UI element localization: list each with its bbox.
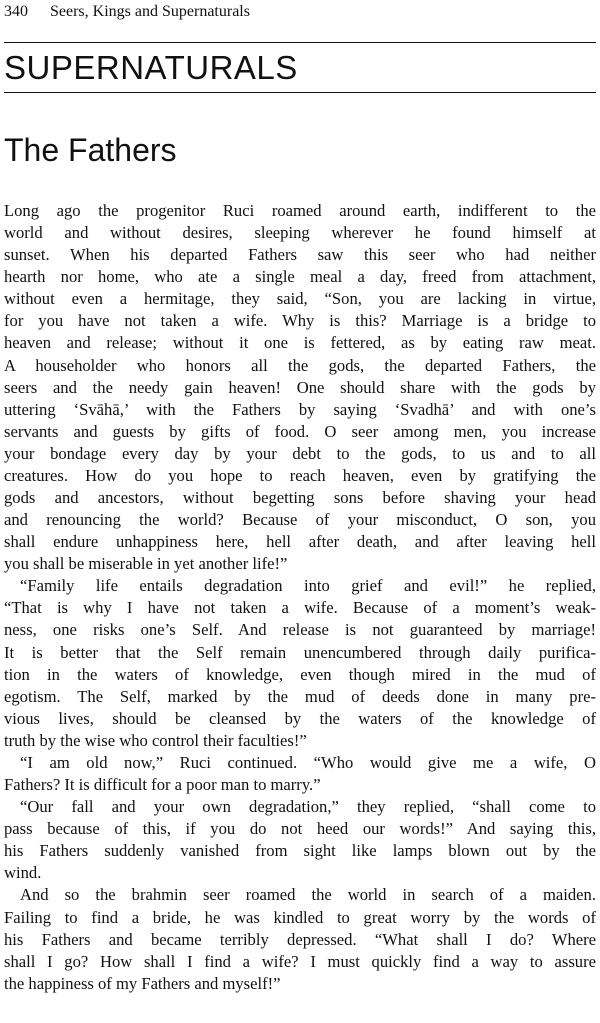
text-line: Long ago the progenitor Ruci roamed around earth, indifferent to the [4, 201, 596, 220]
text-line: shall endure unhappiness here, hell after death, and after leaving hell [4, 532, 596, 552]
text-line: his Fathers and became terribly depressed. “What shall I do? Where [4, 929, 596, 949]
text-line: creatures. How do you hope to reach heaven, even by gratifying the [4, 465, 596, 485]
text-line: It is better that the Self remain unencumbered through daily purifica- [4, 642, 596, 662]
text-line: for you have not taken a wife. Why is this? Marriage is a bridge to [4, 311, 596, 331]
text-line: wind. [4, 863, 42, 883]
text-line: “Our fall and your own degradation,” they replied, “shall come to [20, 797, 596, 817]
text-line: gods and ancestors, without begetting sons before shaving your head [4, 488, 596, 508]
running-head [4, 0, 250, 24]
text-line: your bondage every day by your debt to the gods, to us and to all [4, 443, 596, 463]
chapter-title: The Fathers [4, 132, 177, 168]
text-line: heaven and release; without it one is fettered, as by eating raw meat. [4, 333, 596, 353]
text-line: egotism. The Self, marked by the mud of deeds done in many pre- [4, 686, 596, 706]
text-line: uttering ‘Svāhā,’ with the Fathers by saying ‘Svadhā’ and with one’s [4, 399, 596, 419]
text-line: and renouncing the world? Because of your misconduct, O son, you [4, 510, 596, 530]
page-number: 340 [4, 3, 28, 20]
text-line: “That is why I have not taken a wife. Because of a moment’s weak- [4, 598, 596, 618]
text-line: ness, one risks one’s Self. And release is not guaranteed by marriage! [4, 620, 596, 640]
text-line: “I am old now,” Ruci continued. “Who would give me a wife, O [20, 752, 596, 772]
text-line: his Fathers suddenly vanished from sight like lamps blown out by the [4, 841, 596, 861]
text-line: seers and the needy gain heaven! One should share with the gods by [4, 377, 596, 397]
section-rule-bottom [4, 92, 596, 93]
text-line: pass because of this, if you do not heed our words!” And saying this, [4, 819, 596, 839]
text-line: the happiness of my Fathers and myself!” [4, 973, 281, 993]
text-line: hearth nor home, who ate a single meal a day, freed from attachment, [4, 267, 596, 287]
text-line: sunset. When his departed Fathers saw this seer who had neither [4, 245, 596, 265]
text-line: And so the brahmin seer roamed the world in search of a maiden. [20, 885, 596, 905]
text-line: truth by the wise who control their faculties!” [4, 730, 307, 750]
text-line: A householder who honors all the gods, the departed Fathers, the [4, 355, 596, 375]
section-title: SUPERNATURALS [4, 49, 298, 86]
text-line: “Family life entails degradation into grief and evil!” he replied, [20, 576, 596, 596]
text-line: without even a hermitage, they said, “Son, you are lacking in virtue, [4, 289, 596, 309]
text-line: Fathers? It is difficult for a poor man to marry.” [4, 775, 321, 795]
body-text [4, 200, 596, 995]
text-line: you shall be miserable in yet another life!” [4, 554, 288, 574]
text-line: world and without desires, sleeping wherever he found himself at [4, 223, 596, 243]
text-line: servants and guests by gifts of food. O seer among men, you increase [4, 421, 596, 441]
text-line: tion in the waters of knowledge, even though mired in the mud of [4, 664, 596, 684]
text-line: vious lives, should be cleansed by the waters of the knowledge of [4, 708, 596, 728]
section-rule-top [4, 42, 596, 43]
text-line: Failing to find a bride, he was kindled to great worry by the words of [4, 907, 596, 927]
running-head-title: Seers, Kings and Supernaturals [50, 3, 250, 20]
text-line: shall I go? How shall I find a wife? I must quickly find a way to assure [4, 951, 596, 971]
